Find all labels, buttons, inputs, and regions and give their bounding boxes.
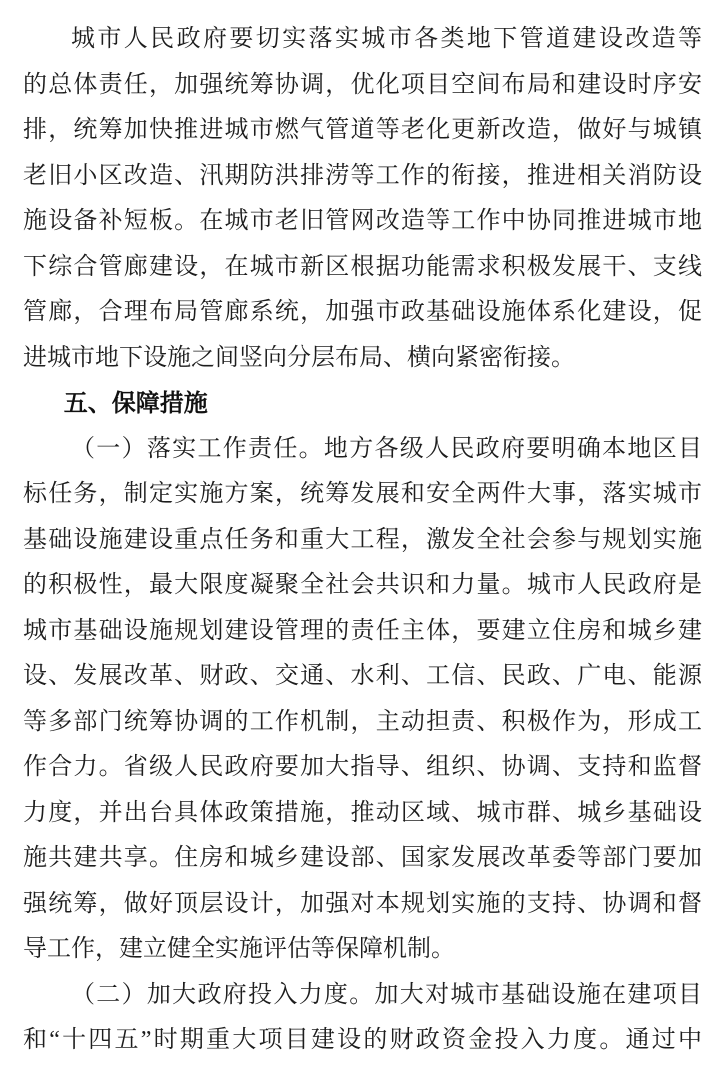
text-line: 进城市地下设施之间竖向分层布局、横向紧密衔接。 bbox=[23, 344, 575, 371]
paragraph bbox=[23, 17, 702, 381]
text-line: 施共建共享。住房和城乡建设部、国家发展改革委等部门要加 bbox=[23, 845, 702, 871]
text-line: 城市基础设施规划建设管理的责任主体，要建立住房和城乡建 bbox=[23, 617, 702, 644]
text-line: 设、发展改革、财政、交通、水利、工信、民政、广电、能源 bbox=[23, 663, 702, 689]
text-line: 排，统筹加快推进城市燃气管道等老化更新改造，做好与城镇 bbox=[23, 117, 702, 143]
paragraph bbox=[23, 973, 702, 1064]
text-line: 老旧小区改造、汛期防洪排涝等工作的衔接，推进相关消防设 bbox=[23, 162, 702, 189]
text-line: （一）落实工作责任。地方各级人民政府要明确本地区目 bbox=[71, 435, 702, 462]
text-line: （二）加大政府投入力度。加大对城市基础设施在建项目 bbox=[71, 981, 702, 1008]
clause-lead: （一）落实工作责任。 bbox=[71, 435, 324, 462]
text-line: 的总体责任，加强统筹协调，优化项目空间布局和建设时序安 bbox=[23, 71, 702, 98]
text-line: 力度，并出台具体政策措施，推动区域、城市群、城乡基础设 bbox=[23, 799, 702, 826]
text-line: 等多部门统筹协调的工作机制，主动担责、积极作为，形成工 bbox=[23, 708, 702, 735]
text-line: 标任务，制定实施方案，统筹发展和安全两件大事，落实城市 bbox=[23, 481, 702, 507]
text-line: 管廊，合理布局管廊系统，加强市政基础设施体系化建设，促 bbox=[23, 299, 702, 325]
section-heading: 五、保障措施 bbox=[63, 390, 208, 417]
paragraph bbox=[23, 427, 702, 973]
text-line: 强统筹，做好顶层设计，加强对本规划实施的支持、协调和督 bbox=[23, 890, 702, 917]
text-line: 城市人民政府要切实落实城市各类地下管道建设改造等 bbox=[71, 26, 702, 52]
text-line: 作合力。省级人民政府要加大指导、组织、协调、支持和监督 bbox=[23, 754, 702, 780]
clause-lead: （二）加大政府投入力度。 bbox=[71, 981, 375, 1008]
text-line: 导工作，建立健全实施评估等保障机制。 bbox=[23, 936, 455, 962]
text-line: 基础设施建设重点任务和重大工程，激发全社会参与规划实施 bbox=[23, 526, 702, 553]
text-line: 的积极性，最大限度凝聚全社会共识和力量。城市人民政府是 bbox=[23, 572, 702, 598]
text-line: 施设备补短板。在城市老旧管网改造等工作中协同推进城市地 bbox=[23, 208, 702, 234]
text-line: 下综合管廊建设，在城市新区根据功能需求积极发展干、支线 bbox=[23, 253, 702, 280]
text-line: 和“十四五”时期重大项目建设的财政资金投入力度。通过中 bbox=[23, 1027, 702, 1053]
